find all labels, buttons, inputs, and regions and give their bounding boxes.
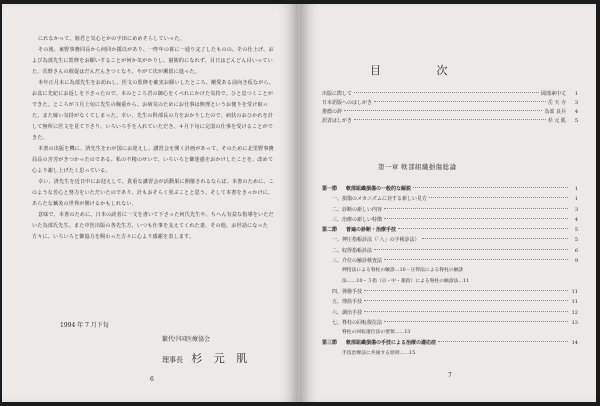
front-matter-item: 出版に際して 岡部素中丈 1: [322, 91, 578, 97]
toc-entry: 三、治療の新しい特徴 4: [332, 216, 578, 223]
title-label: 理事長: [162, 356, 183, 364]
paragraph: 幸い、済先生を近日中にお迎えして、貴重な講習会が活動果に開催されるならば、本書のために、このような苦心と努力をいただいたのであり、計もおそらく喜ぶことと思う。そして本書をきっかけに、あらたな鍼灸の世界が開けるかもしれない。: [32, 179, 274, 207]
front-matter-item: 訳者はしがき 杉 元 肌 5: [322, 118, 578, 124]
paragraph: 意味で、本書のために、日本の読者に一文を書いて下さった何氏先生や、ちへん有益な指導をいただいた為部氏先生、また中医出版の各先生方、いつも仕事を支えてくれた妻、その他、お世話になった方々に、いろいろと御協力を賜わった方々に心より感謝を表します。: [32, 212, 274, 240]
signature-line: [162, 350, 251, 366]
paragraph: 本書の出版を機に、済先生をわが国にお迎えし、講習会を開く計画があって、そのために北里野事務局長の苦労がきつかったのである。私の不精のせいで、いろいろと御迷惑をおかけしたことを、改めて心より謝し上げたく思っている。: [32, 146, 274, 174]
toc-entry: 第二節 普遍の診断・治療手技 5: [322, 227, 578, 234]
toc-entry: 七、脊柱の回転復位法 13: [332, 319, 578, 326]
afterword-text: [32, 34, 278, 243]
paragraph: にれなかって、姫君と気心とかの字田にめめそらしていった。: [38, 36, 185, 42]
page-number: 6: [150, 376, 154, 383]
chapter-heading: 第一章 軟部組織損傷総論: [378, 163, 457, 171]
front-matter-item: 日本語版へのはしがき 岳 天 寺 3: [322, 100, 578, 106]
toc-entry: 一、損傷のメカニズムに対する新しい見方 1: [332, 196, 578, 203]
toc-entry: 第一節 軟部組織損傷の一般的な解説 1: [322, 186, 578, 192]
toc-title: 目 次: [370, 64, 474, 77]
toc-subentry: 法……10・３指（示・中・薬指）による脊柱の触診法…11: [342, 278, 470, 284]
toc-entry: 四、弾撥手技 11: [332, 288, 578, 295]
toc-subentry: 手技治療法に共通する原則……15: [342, 350, 416, 356]
page-number: 7: [448, 372, 452, 379]
toc-subentry: 脊柱の回転復位法の要領……13: [342, 330, 411, 336]
toc-entry: 二、収得指帳診法 6: [332, 247, 578, 254]
front-matter-item: 推薦の辞 為部 良兵 4: [322, 109, 578, 115]
toc-list: [322, 184, 578, 359]
front-matter-list: [322, 90, 578, 126]
paragraph: 本年正月末に為部先生をお訪ねし、医文の監修を確実お願いしたところ、剛愛ある前向き仮ながら、お盆に先紀にお返しを下さったので、本のところ君の御心をくべれにかけた気持で、ひと息つくことができた。ところが３月上旬に先生の胸重から、お病気のためにお仕事は無理というお便りを受け取った。また嫁い気持がなくてしまった。幸い、先生の科部長の力をおかりしたので、病状のおひかれを計して無所に医文を見て下さり、いろいろ手を入れていただき、４月下旬に完弱の仕事を受けることができた。: [32, 80, 274, 141]
organization-name: 繁代中国医療協会: [162, 336, 211, 343]
paragraph: その後、東野事務同長から何回か援以があり、一昨年の暮に一通り完了したものの、その仕上げ、および為部先生に監修をお願いすることが何か気がかりし、窮術的になれず、目日はどんどん目いっていた。荒野さんの催促はだんだんきつくなり、やがて次が瀬留に進った。: [32, 47, 274, 75]
author-name: 杉 元 肌: [191, 352, 252, 365]
toc-entry: 三、介位の触診検査法 9: [332, 258, 578, 265]
toc-entry: 一、押圧指帳診法（「八」の字検診法） 5: [332, 237, 578, 244]
date-line: 1994 年 7 月下旬: [60, 322, 109, 329]
toc-subentry: 押指法による脊柱の触診…10・圧得法による脊柱の触診: [342, 268, 464, 274]
toc-entry: 二、診断の新しい内容 3: [332, 206, 578, 213]
toc-entry: 五、理筋手技 11: [332, 299, 578, 306]
toc-entry: 第三節 軟部組織損傷の手技による治療の適応症 14: [322, 340, 578, 347]
toc-entry: 六、調治手技 12: [332, 309, 578, 316]
left-page: [2, 4, 298, 402]
